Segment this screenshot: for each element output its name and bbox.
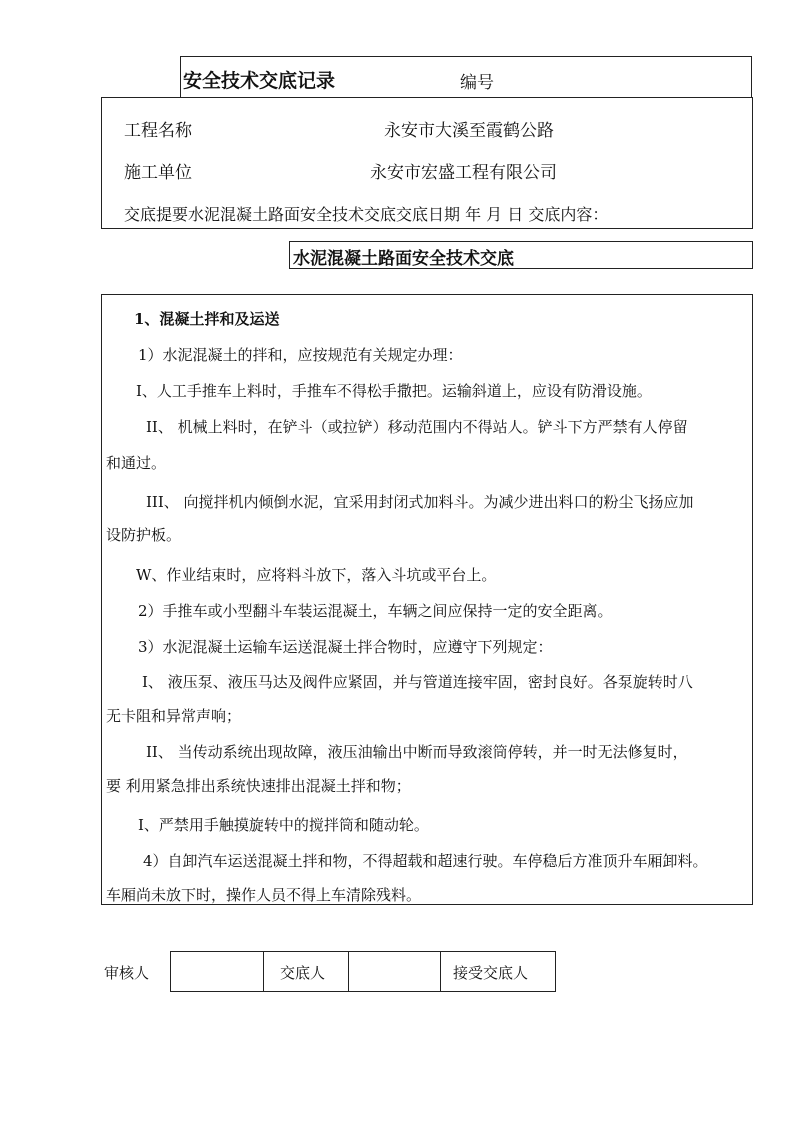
receiver-label: 接受交底人	[453, 964, 529, 982]
content-line: III、 向搅拌机内倾倒水泥，宜采用封闭式加料斗。为减少进出料口的粉尘飞扬应加	[146, 493, 694, 511]
content-line: I、人工手推车上料时，手推车不得松手撒把。运输斜道上，应设有防滑设施。	[136, 382, 652, 400]
project-name-value: 永安市大溪至霞鹤公路	[384, 121, 554, 141]
summary-line: 交底提要水泥混凝土路面安全技术交底交底日期 年 月 日 交底内容：	[124, 205, 609, 224]
content-line: 要 利用紧急排出系统快速排出混凝土拌和物；	[106, 777, 411, 795]
signature-divider	[263, 951, 264, 992]
content-line: 1）水泥混凝土的拌和，应按规范有关规定办理：	[138, 346, 463, 364]
document-title: 安全技术交底记录	[183, 70, 336, 92]
signature-divider	[348, 951, 349, 992]
presenter-label: 交底人	[280, 964, 326, 982]
content-line: 无卡阻和异常声响；	[106, 707, 242, 725]
construction-unit-value: 永安市宏盛工程有限公司	[370, 163, 557, 183]
serial-number-label: 编号	[460, 73, 494, 93]
content-line: W、作业结束时，应将料斗放下，落入斗坑或平台上。	[136, 566, 497, 584]
content-line: II、 机械上料时，在铲斗（或拉铲）移动范围内不得站人。铲斗下方严禁有人停留	[146, 418, 688, 436]
reviewer-label: 审核人	[104, 964, 150, 982]
signature-divider	[440, 951, 441, 992]
content-line: I、严禁用手触摸旋转中的搅拌筒和随动轮。	[138, 816, 429, 834]
content-line: I、 液压泵、液压马达及阀件应紧固，并与管道连接牢固，密封良好。各泵旋转时八	[142, 673, 693, 691]
content-line: II、 当传动系统出现故障，液压油输出中断而导致滚筒停转，并一时无法修复时，	[146, 743, 688, 761]
content-line: 4）自卸汽车运送混凝土拌和物，不得超载和超速行驶。车停稳后方准顶升车厢卸料。	[143, 852, 708, 870]
construction-unit-label: 施工单位	[124, 163, 192, 183]
content-line: 车厢尚未放下时，操作人员不得上车清除残料。	[106, 886, 422, 904]
project-name-label: 工程名称	[124, 121, 192, 141]
content-line: 3）水泥混凝土运输车运送混凝土拌合物时，应遵守下列规定：	[138, 638, 553, 656]
content-line: 2）手推车或小型翻斗车装运混凝土，车辆之间应保持一定的安全距离。	[138, 602, 613, 620]
section-title: 水泥混凝土路面安全技术交底	[293, 249, 514, 269]
content-line: 和通过。	[106, 454, 167, 472]
content-line: 设防护板。	[106, 526, 182, 544]
content-heading: 1、混凝土拌和及运送	[134, 310, 280, 328]
